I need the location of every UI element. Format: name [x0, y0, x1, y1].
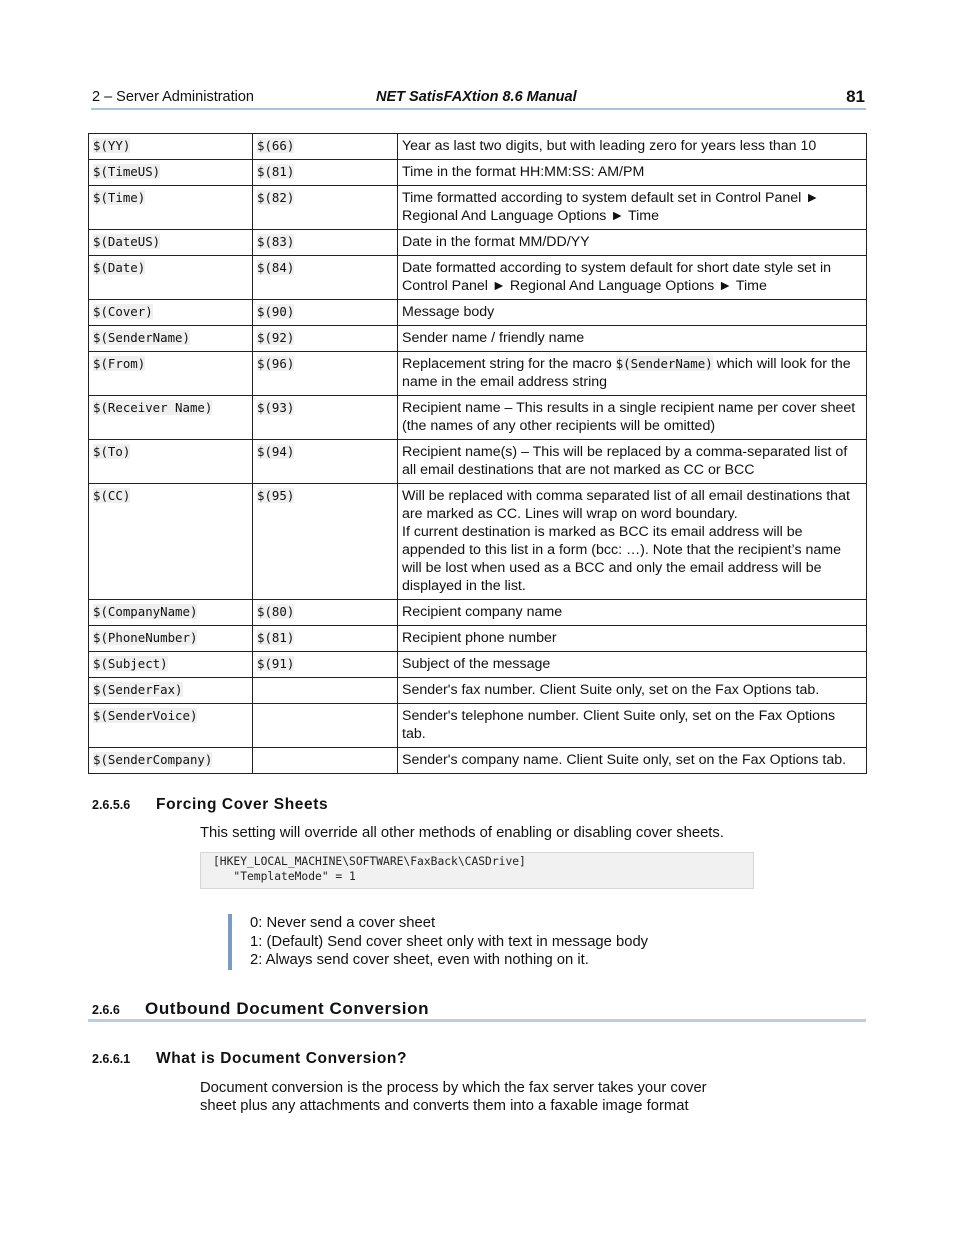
description-cell — [398, 704, 867, 748]
macro-cell — [89, 600, 253, 626]
description-text: Recipient phone number — [402, 630, 557, 646]
description-text: Sender name / friendly name — [402, 330, 585, 346]
description-cell — [398, 186, 867, 230]
section-divider — [88, 1019, 866, 1022]
macro-cell — [89, 484, 253, 600]
macro-cell — [89, 678, 253, 704]
macro-name: $(DateUS) — [93, 234, 161, 249]
macro-name: $(SenderFax) — [93, 682, 183, 697]
description-text: Sender's fax number. Client Suite only, set on the Fax Options tab. — [402, 682, 820, 698]
manual-title: NET SatisFAXtion 8.6 Manual — [376, 89, 577, 105]
code-cell — [253, 748, 398, 774]
code-line: [HKEY_LOCAL_MACHINE\SOFTWARE\FaxBack\CASDrive] — [213, 855, 526, 868]
description-cell — [398, 652, 867, 678]
macro-code: $(83) — [257, 234, 295, 249]
description-text: Message body — [402, 304, 495, 320]
option-item: 0: Never send a cover sheet — [250, 915, 436, 931]
description-text: Sender's telephone number. Client Suite only, set on the Fax Options tab. — [402, 708, 836, 742]
description-cell — [398, 300, 867, 326]
macro-name: $(SenderVoice) — [93, 708, 198, 723]
section-body: This setting will override all other methods of enabling or disabling cover sheets. — [200, 825, 724, 841]
code-cell — [253, 600, 398, 626]
registry-code-block — [200, 852, 754, 889]
description-text: Replacement string for the macro — [402, 356, 616, 372]
code-cell — [253, 440, 398, 484]
macro-code: $(84) — [257, 260, 295, 275]
description-cell — [398, 748, 867, 774]
code-cell — [253, 300, 398, 326]
description-text: Date in the format MM/DD/YY — [402, 234, 590, 250]
code-cell — [253, 484, 398, 600]
description-cell — [398, 600, 867, 626]
table-row — [89, 440, 867, 484]
macro-cell — [89, 626, 253, 652]
table-row — [89, 230, 867, 256]
macro-cell — [89, 326, 253, 352]
description-text: Date formatted according to system default for short date style set in Control Panel ► Regional And Language Options ► Time — [402, 260, 831, 294]
body-line: sheet plus any attachments and converts them into a faxable image format — [200, 1098, 689, 1114]
code-cell — [253, 652, 398, 678]
description-cell — [398, 256, 867, 300]
macro-cell — [89, 134, 253, 160]
table-row — [89, 186, 867, 230]
macro-code: $(82) — [257, 190, 295, 205]
description-cell — [398, 396, 867, 440]
description-text: Sender's company name. Client Suite only, set on the Fax Options tab. — [402, 752, 847, 768]
code-line: "TemplateMode" = 1 — [213, 870, 356, 883]
table-row — [89, 626, 867, 652]
code-cell — [253, 230, 398, 256]
section-title: Forcing Cover Sheets — [156, 796, 329, 813]
table-row — [89, 652, 867, 678]
code-cell — [253, 626, 398, 652]
macro-name: $(TimeUS) — [93, 164, 161, 179]
code-cell — [253, 704, 398, 748]
table-row — [89, 704, 867, 748]
macro-cell — [89, 352, 253, 396]
description-cell — [398, 626, 867, 652]
macro-name: $(PhoneNumber) — [93, 630, 198, 645]
macro-cell — [89, 256, 253, 300]
description-text: Will be replaced with comma separated list of all email destinations that are marked as CC. Lines will wrap on word boundary. — [402, 488, 850, 522]
macro-name: $(From) — [93, 356, 146, 371]
section-title: Outbound Document Conversion — [145, 999, 430, 1018]
code-cell — [253, 396, 398, 440]
macro-name: $(CompanyName) — [93, 604, 198, 619]
page-number: 81 — [846, 87, 865, 106]
description-text: Recipient name – This results in a single recipient name per cover sheet (the names of any other recipients will be omitted) — [402, 400, 856, 434]
macro-cell — [89, 230, 253, 256]
description-text: Year as last two digits, but with leading zero for years less than 10 — [402, 138, 817, 154]
table-row — [89, 748, 867, 774]
code-cell — [253, 256, 398, 300]
macro-code: $(90) — [257, 304, 295, 319]
description-text: which will look for the name in the email address string — [402, 356, 851, 390]
table-row — [89, 600, 867, 626]
table-row — [89, 326, 867, 352]
table-row — [89, 300, 867, 326]
macro-table — [88, 133, 867, 774]
macro-code: $(81) — [257, 630, 295, 645]
description-text: Subject of the message — [402, 656, 551, 672]
macro-cell — [89, 748, 253, 774]
section-number: 2.6.6 — [92, 1003, 120, 1017]
description-cell — [398, 352, 867, 396]
macro-name: $(Cover) — [93, 304, 153, 319]
body-line: Document conversion is the process by which the fax server takes your cover — [200, 1080, 707, 1096]
macro-code: $(66) — [257, 138, 295, 153]
option-item: 1: (Default) Send cover sheet only with text in message body — [250, 933, 649, 950]
inline-code: $(SenderName) — [615, 356, 713, 371]
macro-code: $(91) — [257, 656, 295, 671]
macro-code: $(93) — [257, 400, 295, 415]
option-item: 2: Always send cover sheet, even with nothing on it. — [250, 952, 589, 968]
macro-code: $(96) — [257, 356, 295, 371]
option-list — [228, 914, 770, 970]
table-row — [89, 134, 867, 160]
macro-cell — [89, 300, 253, 326]
description-text: Time formatted according to system default set in Control Panel ► Regional And Language Options ► Time — [402, 190, 820, 224]
macro-name: $(YY) — [93, 138, 131, 153]
table-row — [89, 678, 867, 704]
macro-cell — [89, 186, 253, 230]
description-cell — [398, 484, 867, 600]
macro-cell — [89, 704, 253, 748]
description-cell — [398, 134, 867, 160]
description-text: If current destination is marked as BCC its email address will be appended to this list in a form (bcc: …). Note that the recipient’s name will be lost when used as a BCC and only the email address will be displayed in the list. — [402, 524, 841, 594]
macro-name: $(To) — [93, 444, 131, 459]
code-cell — [253, 160, 398, 186]
description-cell — [398, 160, 867, 186]
macro-code: $(92) — [257, 330, 295, 345]
code-cell — [253, 134, 398, 160]
code-cell — [253, 678, 398, 704]
macro-cell — [89, 396, 253, 440]
section-body — [200, 1079, 707, 1115]
page-header — [91, 88, 866, 110]
macro-name: $(Receiver Name) — [93, 400, 213, 415]
description-text: Time in the format HH:MM:SS: AM/PM — [402, 164, 645, 180]
macro-code: $(80) — [257, 604, 295, 619]
description-cell — [398, 440, 867, 484]
macro-name: $(SenderCompany) — [93, 752, 213, 767]
description-cell — [398, 230, 867, 256]
code-cell — [253, 326, 398, 352]
table-row — [89, 256, 867, 300]
macro-cell — [89, 652, 253, 678]
code-cell — [253, 352, 398, 396]
macro-name: $(Date) — [93, 260, 146, 275]
macro-cell — [89, 440, 253, 484]
section-number: 2.6.5.6 — [92, 798, 131, 812]
macro-code: $(81) — [257, 164, 295, 179]
description-cell — [398, 326, 867, 352]
description-cell — [398, 678, 867, 704]
macro-name: $(Subject) — [93, 656, 168, 671]
table-row — [89, 484, 867, 600]
section-title: What is Document Conversion? — [156, 1050, 408, 1067]
chapter-label: 2 – Server Administration — [92, 89, 254, 105]
code-cell — [253, 186, 398, 230]
macro-name: $(SenderName) — [93, 330, 190, 345]
table-row — [89, 352, 867, 396]
macro-code: $(95) — [257, 488, 295, 503]
macro-code: $(94) — [257, 444, 295, 459]
macro-name: $(Time) — [93, 190, 146, 205]
macro-cell — [89, 160, 253, 186]
table-row — [89, 396, 867, 440]
description-text: Recipient name(s) – This will be replaced by a comma-separated list of all email destinations that are not marked as CC or BCC — [402, 444, 848, 478]
section-number: 2.6.6.1 — [92, 1052, 131, 1066]
macro-name: $(CC) — [93, 488, 131, 503]
table-row — [89, 160, 867, 186]
description-text: Recipient company name — [402, 604, 563, 620]
